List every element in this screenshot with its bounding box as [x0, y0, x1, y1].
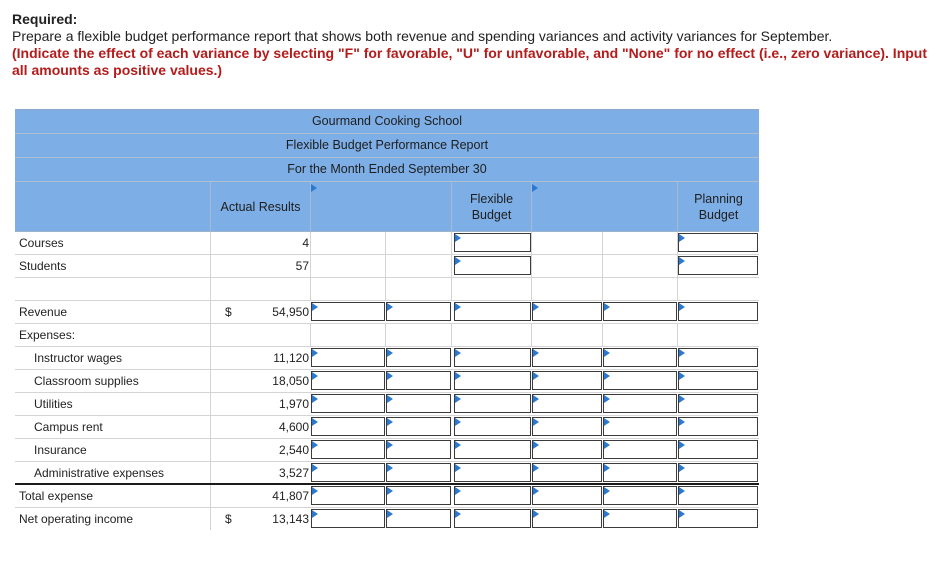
row-expenses-heading: [15, 324, 759, 347]
planning-budget-input[interactable]: [678, 256, 758, 275]
row-label: Instructor wages: [34, 351, 123, 365]
row-label: Expenses:: [19, 328, 76, 342]
column-headers: [15, 182, 759, 232]
actual-value: 54,950: [272, 305, 309, 319]
variance-effect-select[interactable]: [386, 394, 451, 413]
planning-budget-input[interactable]: [678, 486, 758, 505]
actual-value: 2,540: [278, 443, 309, 457]
dropdown-arrow-icon[interactable]: [311, 184, 317, 192]
required-note: (Indicate the effect of each variance by selecting "F" for favorable, "U" for unfavorable, and "None" for no effect (i.e., zero variance). Input all amounts as positive values.): [12, 45, 928, 78]
variance-amount-input[interactable]: [532, 371, 602, 390]
variance-amount-input[interactable]: [532, 417, 602, 436]
row-total-expense: [15, 485, 759, 508]
currency-symbol: $: [225, 512, 232, 526]
flexible-budget-header: Flexible Budget: [451, 182, 531, 231]
flexible-budget-input[interactable]: [454, 463, 531, 482]
variance-effect-select[interactable]: [386, 486, 451, 505]
planning-budget-input[interactable]: [678, 348, 758, 367]
row-instructor-wages: [15, 347, 759, 370]
currency-symbol: $: [225, 305, 232, 319]
flexible-budget-input[interactable]: [454, 417, 531, 436]
actual-value: 4,600: [278, 420, 309, 434]
row-students: [15, 255, 759, 278]
variance-amount-input[interactable]: [311, 394, 385, 413]
variance-effect-select[interactable]: [386, 302, 451, 321]
row-blank: [15, 278, 759, 301]
variance-amount-input[interactable]: [532, 394, 602, 413]
flexible-budget-input[interactable]: [454, 302, 531, 321]
variance-effect-select[interactable]: [386, 348, 451, 367]
row-label: Courses: [19, 236, 64, 250]
planning-budget-header: Planning Budget: [677, 182, 759, 231]
variance-effect-select[interactable]: [386, 463, 451, 482]
variance-amount-input[interactable]: [532, 486, 602, 505]
variance-amount-input[interactable]: [311, 509, 385, 528]
variance-header-2[interactable]: [531, 182, 677, 231]
planning-budget-input[interactable]: [678, 233, 758, 252]
instructions: [12, 11, 940, 79]
row-insurance: [15, 439, 759, 462]
variance-amount-input[interactable]: [532, 440, 602, 459]
flexible-budget-input[interactable]: [454, 233, 531, 252]
row-label: Students: [19, 259, 67, 273]
planning-budget-input[interactable]: [678, 417, 758, 436]
actual-value: 3,527: [278, 466, 309, 480]
flexible-budget-input[interactable]: [454, 256, 531, 275]
row-label: Net operating income: [19, 512, 134, 526]
variance-effect-select[interactable]: [603, 417, 677, 436]
flexible-budget-input[interactable]: [454, 440, 531, 459]
actual-value: 18,050: [272, 374, 309, 388]
planning-budget-input[interactable]: [678, 509, 758, 528]
planning-budget-input[interactable]: [678, 463, 758, 482]
variance-amount-input[interactable]: [311, 348, 385, 367]
variance-amount-input[interactable]: [311, 417, 385, 436]
row-label: Revenue: [19, 305, 68, 319]
row-revenue: [15, 301, 759, 324]
report-title: Flexible Budget Performance Report: [15, 134, 759, 158]
variance-effect-select[interactable]: [603, 394, 677, 413]
variance-effect-select[interactable]: [603, 348, 677, 367]
variance-effect-select[interactable]: [603, 302, 677, 321]
variance-amount-input[interactable]: [311, 302, 385, 321]
flexible-budget-input[interactable]: [454, 509, 531, 528]
variance-effect-select[interactable]: [603, 463, 677, 482]
actual-value: 57: [295, 259, 309, 273]
row-classroom-supplies: [15, 370, 759, 393]
flexible-budget-input[interactable]: [454, 486, 531, 505]
variance-effect-select[interactable]: [603, 371, 677, 390]
row-label: Classroom supplies: [34, 374, 139, 388]
company-name: Gourmand Cooking School: [15, 109, 759, 134]
actual-value: 4: [302, 236, 309, 250]
report-period: For the Month Ended September 30: [15, 158, 759, 182]
row-administrative-expenses: [15, 462, 759, 485]
variance-amount-input[interactable]: [532, 302, 602, 321]
dropdown-arrow-icon[interactable]: [532, 184, 538, 192]
variance-effect-select[interactable]: [603, 440, 677, 459]
planning-budget-input[interactable]: [678, 302, 758, 321]
planning-budget-input[interactable]: [678, 371, 758, 390]
row-label: Campus rent: [34, 420, 103, 434]
variance-amount-input[interactable]: [311, 371, 385, 390]
variance-amount-input[interactable]: [532, 463, 602, 482]
row-label: Insurance: [34, 443, 87, 457]
variance-effect-select[interactable]: [386, 417, 451, 436]
required-text: Prepare a flexible budget performance report that shows both revenue and spending variances and activity variances for September.: [12, 28, 833, 44]
row-label: Total expense: [19, 489, 94, 503]
actual-value: 1,970: [278, 397, 309, 411]
row-label: Utilities: [34, 397, 73, 411]
variance-effect-select[interactable]: [386, 509, 451, 528]
variance-effect-select[interactable]: [603, 486, 677, 505]
actual-value: 41,807: [272, 489, 309, 503]
row-campus-rent: [15, 416, 759, 439]
variance-effect-select[interactable]: [603, 509, 677, 528]
performance-report: [15, 109, 759, 530]
planning-budget-input[interactable]: [678, 394, 758, 413]
variance-header-1[interactable]: [310, 182, 451, 231]
row-net-operating-income: [15, 508, 759, 530]
flexible-budget-input[interactable]: [454, 348, 531, 367]
actual-value: 13,143: [272, 512, 309, 526]
flexible-budget-input[interactable]: [454, 394, 531, 413]
variance-amount-input[interactable]: [311, 463, 385, 482]
flexible-budget-input[interactable]: [454, 371, 531, 390]
row-label: Administrative expenses: [34, 466, 165, 480]
variance-amount-input[interactable]: [532, 509, 602, 528]
label-header: [15, 182, 210, 231]
planning-budget-input[interactable]: [678, 440, 758, 459]
required-title: Required:: [12, 11, 78, 27]
variance-amount-input[interactable]: [532, 348, 602, 367]
row-utilities: [15, 393, 759, 416]
variance-effect-select[interactable]: [386, 371, 451, 390]
actual-results-header: Actual Results: [210, 182, 310, 231]
actual-value: 11,120: [273, 351, 309, 365]
variance-amount-input[interactable]: [311, 440, 385, 459]
row-courses: [15, 232, 759, 255]
variance-amount-input[interactable]: [311, 486, 385, 505]
variance-effect-select[interactable]: [386, 440, 451, 459]
